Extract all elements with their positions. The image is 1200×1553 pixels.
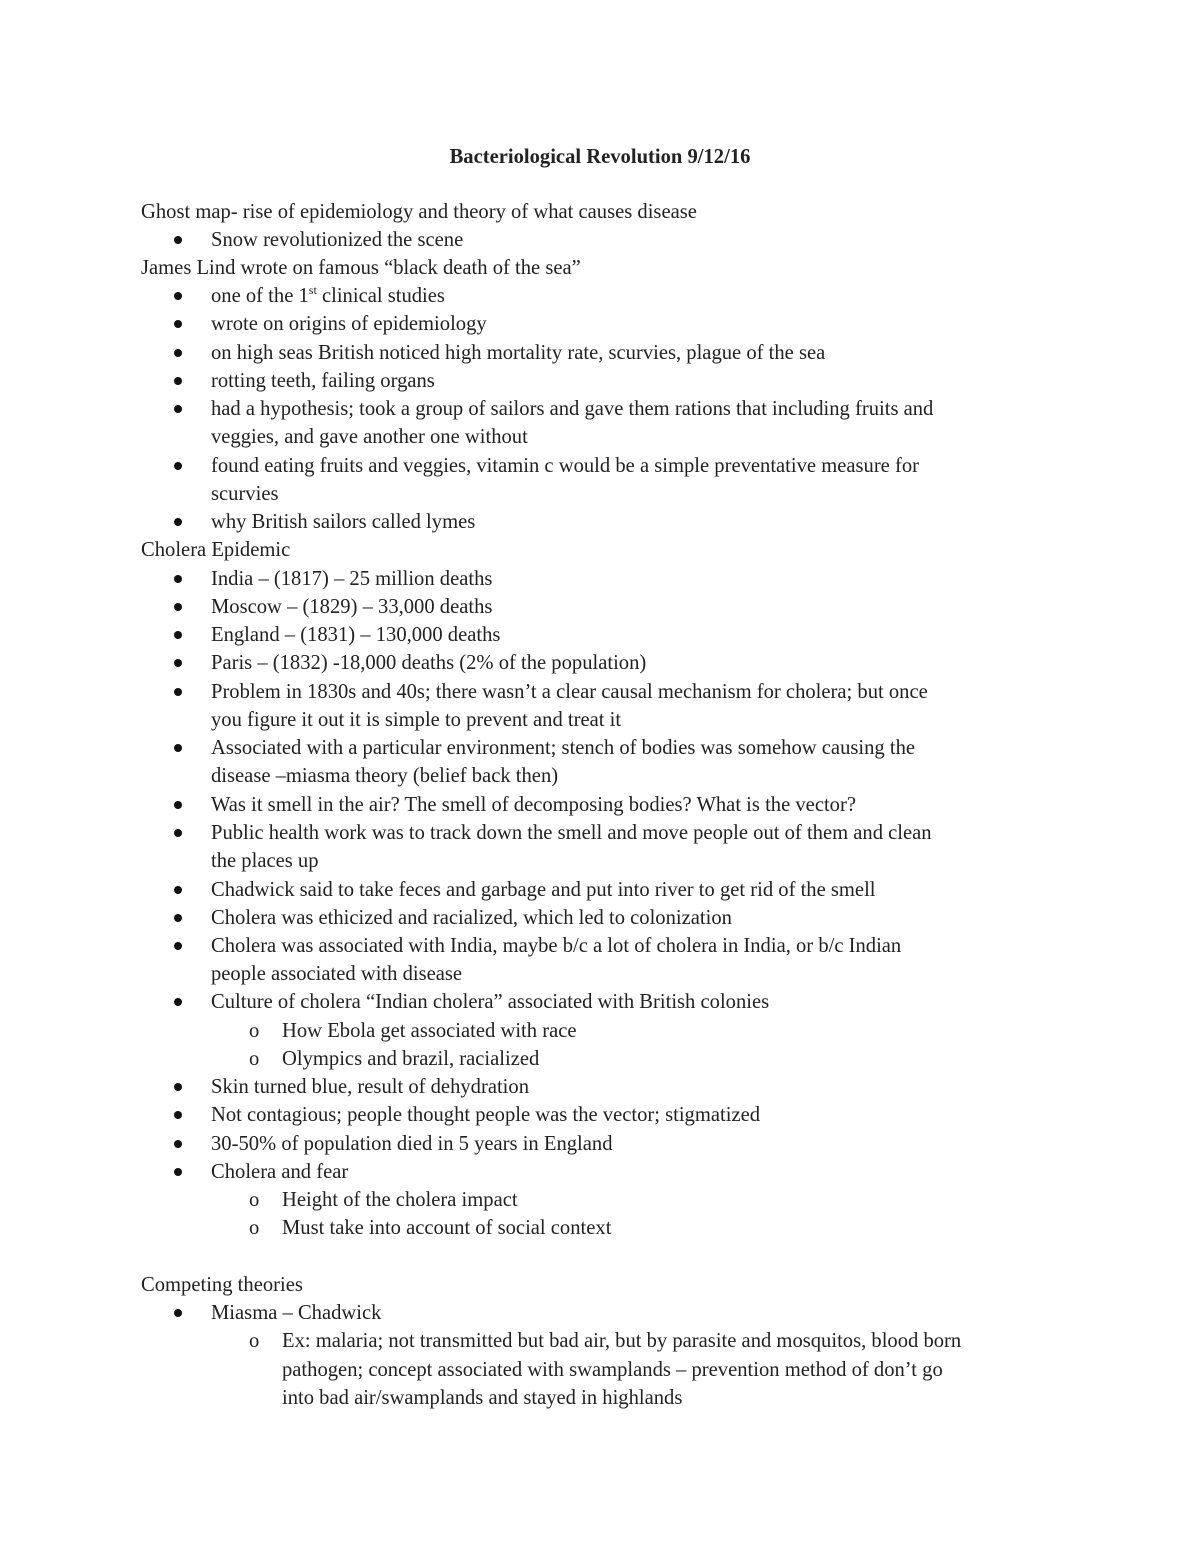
list-item: Miasma – Chadwick <box>211 1302 382 1324</box>
list-item-continuation: the places up <box>211 850 319 872</box>
list-item-text: clinical studies <box>316 285 445 307</box>
bullet-icon <box>174 320 182 328</box>
bullet-icon <box>174 659 182 667</box>
bullet-icon <box>174 1083 182 1091</box>
bullet-icon <box>174 829 182 837</box>
list-item: Public health work was to track down the smell and move people out of them and clean <box>211 822 932 844</box>
bullet-icon <box>174 1168 182 1176</box>
sub-list-item: Ex: malaria; not transmitted but bad air, but by parasite and mosquitos, blood born <box>282 1330 962 1352</box>
bullet-icon <box>174 801 182 809</box>
list-item-continuation: people associated with disease <box>211 963 463 985</box>
bullet-icon <box>174 631 182 639</box>
sub-bullet-marker: o <box>249 1189 260 1211</box>
list-item: Culture of cholera “Indian cholera” associated with British colonies <box>211 991 770 1013</box>
page-title: Bacteriological Revolution 9/12/16 <box>449 146 751 168</box>
list-item-continuation: disease –miasma theory (belief back then) <box>211 765 559 787</box>
list-item: Paris – (1832) -18,000 deaths (2% of the population) <box>211 652 647 674</box>
list-item: on high seas British noticed high mortality rate, scurvies, plague of the sea <box>211 342 826 364</box>
list-item: why British sailors called lymes <box>211 511 476 533</box>
list-item: India – (1817) – 25 million deaths <box>211 568 493 590</box>
superscript-text: st <box>308 283 317 298</box>
list-item: Problem in 1830s and 40s; there wasn’t a clear causal mechanism for cholera; but once <box>211 681 928 703</box>
sub-list-item: Olympics and brazil, racialized <box>282 1048 540 1070</box>
list-item: Cholera was associated with India, maybe b/c a lot of cholera in India, or b/c Indian <box>211 935 902 957</box>
section-james-lind: James Lind wrote on famous “black death of the sea” <box>141 257 581 279</box>
bullet-icon <box>174 942 182 950</box>
bullet-icon <box>174 462 182 470</box>
section-ghost-map: Ghost map- rise of epidemiology and theory of what causes disease <box>141 201 697 223</box>
list-item-continuation: scurvies <box>211 483 279 505</box>
list-item-continuation: you figure it out it is simple to prevent and treat it <box>211 709 622 731</box>
list-item: Not contagious; people thought people was the vector; stigmatized <box>211 1104 761 1126</box>
bullet-icon <box>174 1140 182 1148</box>
section-cholera-epidemic: Cholera Epidemic <box>141 539 291 561</box>
list-item: 30-50% of population died in 5 years in England <box>211 1133 613 1155</box>
sub-list-item-continuation: into bad air/swamplands and stayed in highlands <box>282 1387 683 1409</box>
bullet-icon <box>174 349 182 357</box>
list-item: rotting teeth, failing organs <box>211 370 435 392</box>
bullet-icon <box>174 998 182 1006</box>
list-item: Associated with a particular environment; stench of bodies was somehow causing the <box>211 737 916 759</box>
sub-bullet-marker: o <box>249 1330 260 1352</box>
bullet-icon <box>174 575 182 583</box>
sub-bullet-marker: o <box>249 1217 260 1239</box>
bullet-icon <box>174 688 182 696</box>
sub-list-item: Height of the cholera impact <box>282 1189 518 1211</box>
list-item: Moscow – (1829) – 33,000 deaths <box>211 596 493 618</box>
sub-list-item-continuation: pathogen; concept associated with swamplands – prevention method of don’t go <box>282 1359 943 1381</box>
list-item: Chadwick said to take feces and garbage and put into river to get rid of the smell <box>211 879 876 901</box>
bullet-icon <box>174 236 182 244</box>
list-item: Was it smell in the air? The smell of decomposing bodies? What is the vector? <box>211 794 856 816</box>
bullet-icon <box>174 886 182 894</box>
sub-bullet-marker: o <box>249 1020 260 1042</box>
bullet-icon <box>174 405 182 413</box>
list-item: England – (1831) – 130,000 deaths <box>211 624 501 646</box>
list-item: wrote on origins of epidemiology <box>211 313 487 335</box>
bullet-icon <box>174 377 182 385</box>
bullet-icon <box>174 914 182 922</box>
list-item: Snow revolutionized the scene <box>211 229 464 251</box>
list-item: Skin turned blue, result of dehydration <box>211 1076 529 1098</box>
sub-list-item: How Ebola get associated with race <box>282 1020 577 1042</box>
list-item: Cholera was ethicized and racialized, which led to colonization <box>211 907 732 929</box>
bullet-icon <box>174 603 182 611</box>
list-item: Cholera and fear <box>211 1161 349 1183</box>
list-item-continuation: veggies, and gave another one without <box>211 426 528 448</box>
list-item-text: one of the 1 <box>211 285 309 307</box>
sub-bullet-marker: o <box>249 1048 260 1070</box>
section-competing-theories: Competing theories <box>141 1274 303 1296</box>
bullet-icon <box>174 518 182 526</box>
bullet-icon <box>174 744 182 752</box>
list-item <box>211 282 445 310</box>
bullet-icon <box>174 1111 182 1119</box>
bullet-icon <box>174 292 182 300</box>
list-item: found eating fruits and veggies, vitamin c would be a simple preventative measure for <box>211 455 919 477</box>
bullet-icon <box>174 1309 182 1317</box>
list-item: had a hypothesis; took a group of sailors and gave them rations that including fruits and <box>211 398 934 420</box>
sub-list-item: Must take into account of social context <box>282 1217 612 1239</box>
